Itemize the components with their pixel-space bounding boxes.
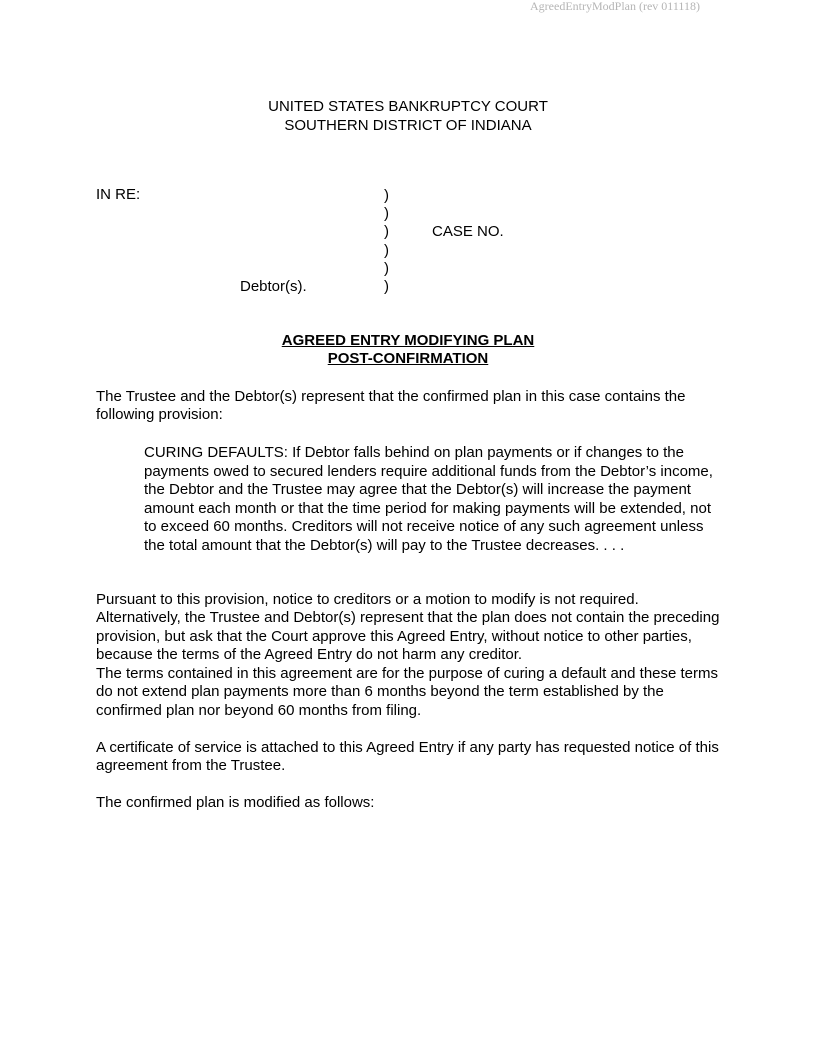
caption-paren: ) (384, 259, 389, 277)
debtor-label: Debtor(s). (240, 278, 307, 295)
caption-paren: ) (384, 205, 389, 223)
caption-paren: ) (384, 241, 389, 259)
caption-paren: ) (384, 187, 389, 204)
in-re-label: IN RE: (96, 186, 141, 203)
terms-paragraph: The terms contained in this agreement are for the purpose of curing a default and these terms do not extend plan payments more than 6 months beyond the term established by the confirmed plan nor beyond 60 months from filing. (96, 665, 719, 719)
modification-paragraph: The confirmed plan is modified as follows: (96, 794, 375, 811)
court-name: UNITED STATES BANKRUPTCY COURT (268, 98, 548, 115)
intro-paragraph: The Trustee and the Debtor(s) represent that the confirmed plan in this case contains the following provision: (96, 388, 686, 424)
caption-parentheses (384, 187, 389, 296)
court-heading (0, 97, 816, 135)
form-code-header: AgreedEntryModPlan (rev 011118) (530, 0, 700, 13)
caption-paren: ) (384, 223, 389, 241)
court-district: SOUTHERN DISTRICT OF INDIANA (284, 117, 532, 134)
document-title (0, 332, 816, 368)
pursuant-paragraph: Pursuant to this provision, notice to creditors or a motion to modify is not required. Alternatively, the Trustee and Debtor(s) represent that the plan does not contain the preceding provision, but ask that the Court approve this Agreed Entry, without notice to other parties, because the terms of the Agreed Entry do not harm any creditor. (96, 591, 720, 664)
title-line-2: POST-CONFIRMATION (327, 350, 489, 367)
certificate-paragraph: A certificate of service is attached to this Agreed Entry if any party has requested notice of this agreement from the Trustee. (96, 739, 719, 775)
caption-paren: ) (384, 278, 389, 296)
title-line-1: AGREED ENTRY MODIFYING PLAN (281, 332, 535, 349)
quoted-provision: CURING DEFAULTS: If Debtor falls behind on plan payments or if changes to the payments owed to secured lenders require additional funds from the Debtor’s income, the Debtor and the Trustee may agree that the Debtor(s) will increase the payment amount each month or that the time period for making payments will be extended, not to exceed 60 months. Creditors will not receive notice of any such agreement unless the total amount that the Debtor(s) will pay to the Trustee decreases. . . . (144, 444, 713, 554)
case-number-label: CASE NO. (432, 223, 504, 240)
